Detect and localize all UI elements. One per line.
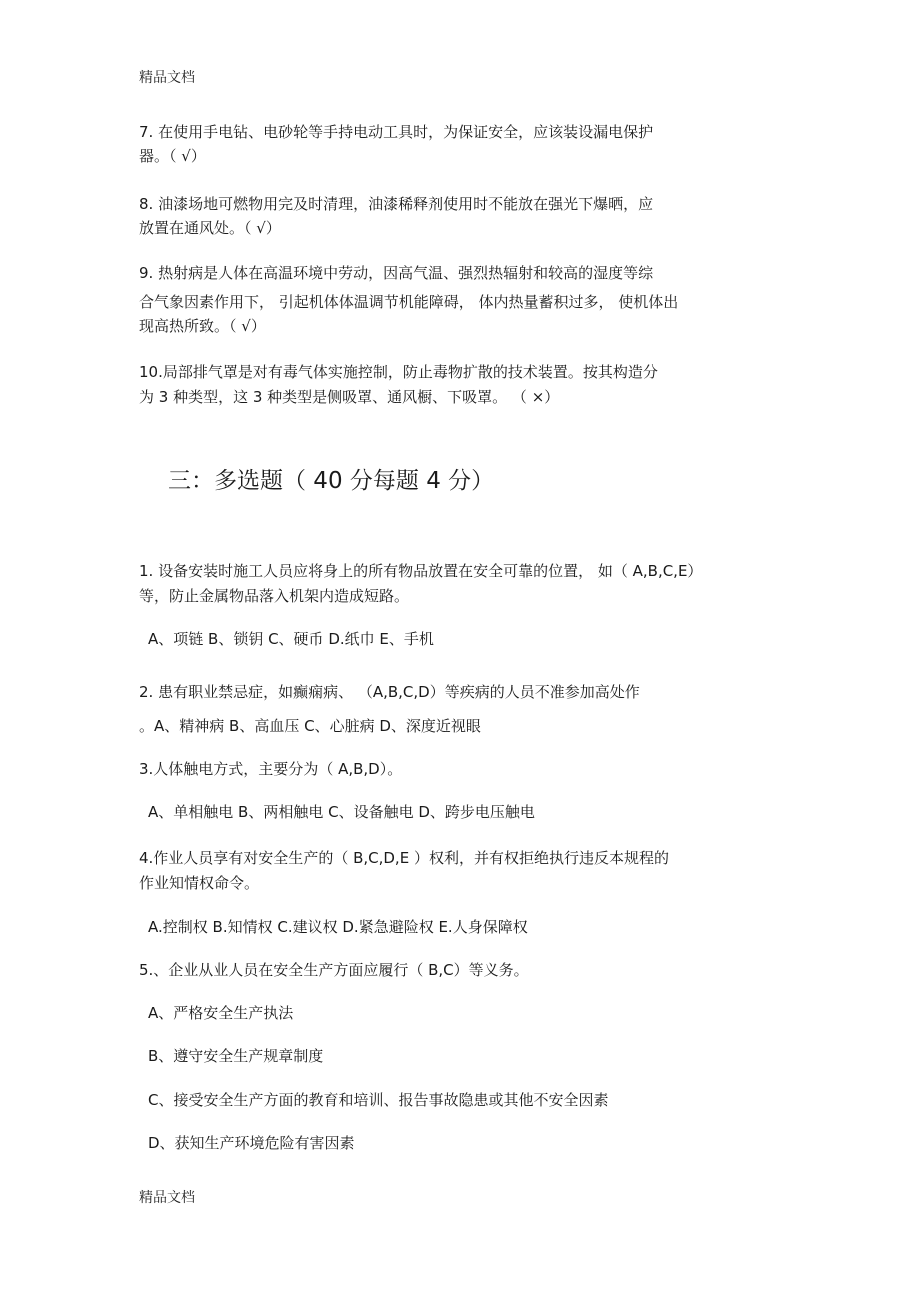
mc-question-4-line-1: 4.作业人员享有对安全生产的（ B,C,D,E ）权利，并有权拒绝执行违反本规程的	[139, 849, 669, 867]
mc-question-2-line-2: 。A、精神病 B、高血压 C、心脏病 D、深度近视眼	[139, 717, 481, 735]
question-10-line-2: 为 3 种类型，这 3 种类型是侧吸罩、通风橱、下吸罩。 （ ×）	[139, 388, 560, 406]
question-8-line-1: 8. 油漆场地可燃物用完及时清理，油漆稀释剂使用时不能放在强光下爆晒，应	[139, 195, 654, 213]
mc-question-3: 3.人体触电方式，主要分为（ A,B,D）。	[139, 760, 403, 778]
mc-question-3-options: A、单相触电 B、两相触电 C、设备触电 D、跨步电压触电	[148, 803, 535, 821]
mc-question-1-line-1: 1. 设备安装时施工人员应将身上的所有物品放置在安全可靠的位置， 如（ A,B,C,E）	[139, 562, 703, 580]
question-7-line-2: 器。（ √）	[139, 147, 206, 165]
mc-question-4-options: A.控制权 B.知情权 C.建议权 D.紧急避险权 E.人身保障权	[148, 918, 528, 936]
mc-question-1-line-2: 等，防止金属物品落入机架内造成短路。	[139, 587, 410, 605]
question-9-line-3: 现高热所致。（ √）	[139, 317, 266, 335]
mc-question-5-option-a: A、严格安全生产执法	[148, 1004, 294, 1022]
mc-question-5-option-b: B、遵守安全生产规章制度	[148, 1047, 324, 1065]
mc-question-5-option-c: C、接受安全生产方面的教育和培训、报告事故隐患或其他不安全因素	[148, 1091, 609, 1109]
mc-question-2-line-1: 2. 患有职业禁忌症，如癫痫病、 （A,B,C,D）等疾病的人员不准参加高处作	[139, 683, 640, 701]
question-10-line-1: 10.局部排气罩是对有毒气体实施控制，防止毒物扩散的技术装置。按其构造分	[139, 363, 658, 381]
mc-question-5-option-d: D、获知生产环境危险有害因素	[148, 1134, 355, 1152]
section-title: 三：多选题（ 40 分每题 4 分）	[168, 468, 495, 494]
page-footer: 精品文档	[139, 1190, 195, 1206]
mc-question-1-options: A、项链 B、锁钥 C、硬币 D.纸巾 E、手机	[148, 630, 434, 648]
mc-question-5: 5.、企业从业人员在安全生产方面应履行（ B,C）等义务。	[139, 961, 529, 979]
question-7-line-1: 7. 在使用手电钻、电砂轮等手持电动工具时，为保证安全，应该装设漏电保护	[139, 123, 654, 141]
mc-question-4-line-2: 作业知情权命令。	[139, 874, 260, 892]
question-9-line-2: 合气象因素作用下， 引起机体体温调节机能障碍， 体内热量蓄积过多， 使机体出	[139, 293, 679, 311]
question-9-line-1: 9. 热射病是人体在高温环境中劳动，因高气温、强烈热辐射和较高的湿度等综	[139, 264, 654, 282]
page-header: 精品文档	[139, 70, 195, 86]
question-8-line-2: 放置在通风处。（ √）	[139, 219, 281, 237]
